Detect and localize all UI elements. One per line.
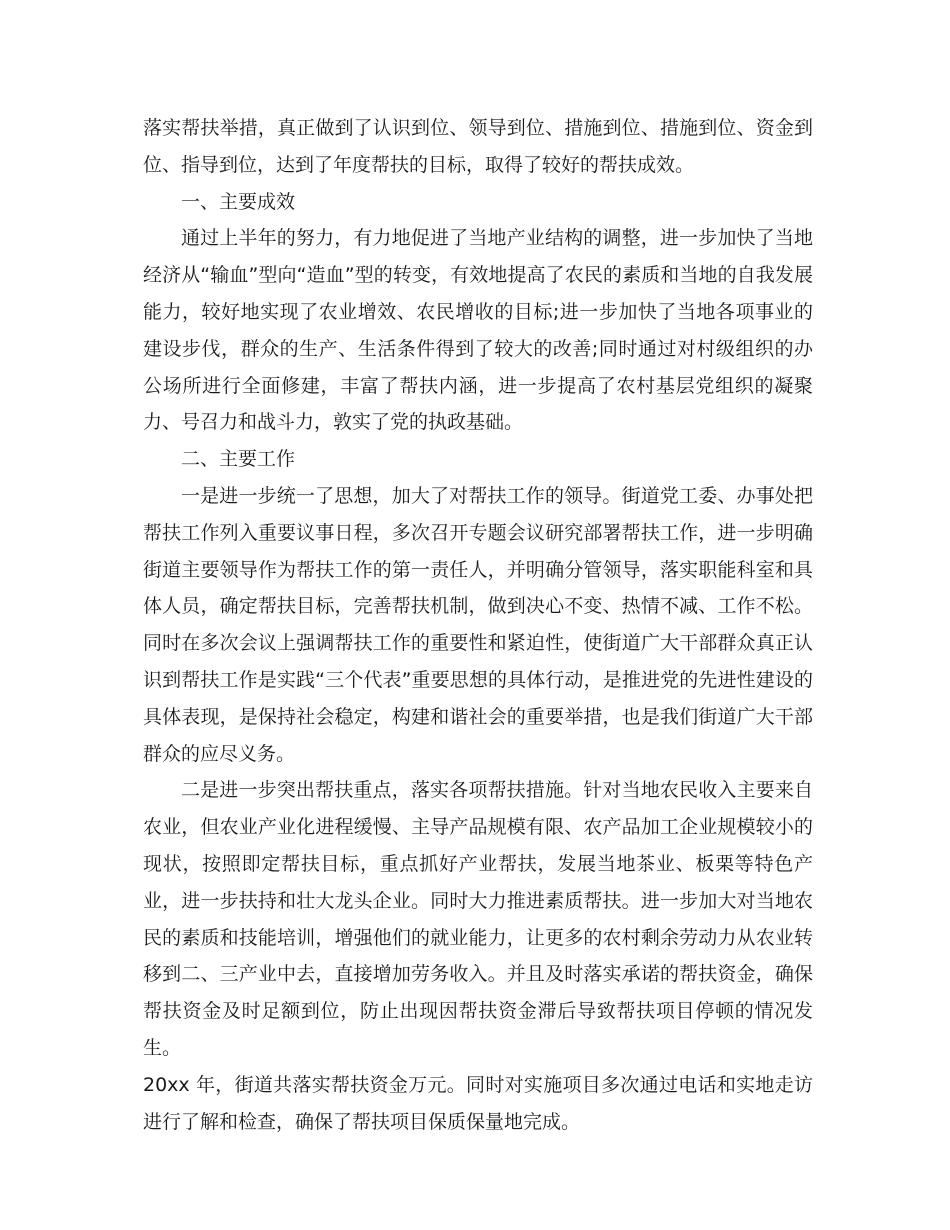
paragraph-continuation: 落实帮扶举措，真正做到了认识到位、领导到位、措施到位、措施到位、资金到位、指导到位，达到了年度帮扶的目标，取得了较好的帮扶成效。 xyxy=(143,117,813,176)
paragraph-funding-summary: 20xx 年，街道共落实帮扶资金万元。同时对实施项目多次通过电话和实地走访进行了解和检查，确保了帮扶项目保质保量地完成。 xyxy=(143,1073,813,1133)
paragraph-work-item-one: 一是进一步统一了思想，加大了对帮扶工作的领导。街道党工委、办事处把帮扶工作列入重要议事日程，多次召开专题会议研究部署帮扶工作，进一步明确街道主要领导作为帮扶工作的第一责任人，并明确分管领导，落实职能科室和具体人员，确定帮扶目标，完善帮扶机制，做到决心不变、热情不减、工作不松。同时在多次会议上强调帮扶工作的重要性和紧迫性，使街道广大干部群众真正认识到帮扶工作是实践“三个代表”重要思想的具体行动，是推进党的先进性建设的具体表现，是保持社会稳定，构建和谐社会的重要举措，也是我们街道广大干部群众的应尽义务。 xyxy=(143,484,813,765)
section-heading-main-results: 一、主要成效 xyxy=(181,190,296,213)
paragraph-main-results: 通过上半年的努力，有力地促进了当地产业结构的调整，进一步加快了当地经济从“输血”型向“造血”型的转变，有效地提高了农民的素质和当地的自我发展能力，较好地实现了农业增效、农民增收的目标;进一步加快了当地各项事业的建设步伐，群众的生产、生活条件得到了较大的改善;同时通过对村级组织的办公场所进行全面修建，丰富了帮扶内涵，进一步提高了农村基层党组织的凝聚力、号召力和战斗力，敦实了党的执政基础。 xyxy=(143,227,813,434)
paragraph-work-item-two: 二是进一步突出帮扶重点，落实各项帮扶措施。针对当地农民收入主要来自农业，但农业产业化进程缓慢、主导产品规模有限、农产品加工企业规模较小的现状，按照即定帮扶目标，重点抓好产业帮扶，发展当地茶业、板栗等特色产业，进一步扶持和壮大龙头企业。同时大力推进素质帮扶。进一步加大对当地农民的素质和技能培训，增强他们的就业能力，让更多的农村剩余劳动力从农业转移到二、三产业中去，直接增加劳务收入。并且及时落实承诺的帮扶资金，确保帮扶资金及时足额到位，防止出现因帮扶资金滞后导致帮扶项目停顿的情况发生。 xyxy=(143,779,813,1059)
document-body xyxy=(143,110,813,1140)
section-heading-main-work: 二、主要工作 xyxy=(181,448,296,471)
